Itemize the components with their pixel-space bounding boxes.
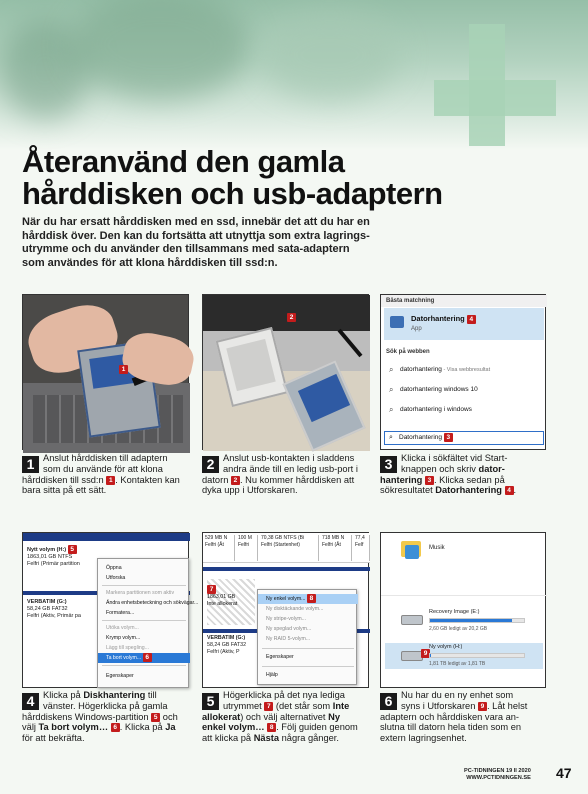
menu-separator [102, 620, 186, 621]
caption-line: slutna till datorn hela tiden som en [380, 722, 522, 733]
step-number: 1 [22, 456, 39, 473]
menu-separator [262, 666, 354, 667]
caption-text: att klicka på [202, 733, 254, 744]
step-number: 4 [22, 693, 39, 710]
unallocated-text: Inte allokerat [207, 601, 238, 607]
menu-separator [262, 648, 354, 649]
marker-badge: 7 [264, 702, 273, 711]
caption-line [202, 475, 370, 486]
marker-badge: 1 [106, 476, 115, 485]
search-icon: ⌕ [389, 405, 394, 414]
menu-item-properties[interactable]: Egenskaper [106, 673, 134, 679]
computer-management-icon [390, 316, 404, 328]
partition-column[interactable] [203, 535, 235, 561]
step6-caption [380, 690, 548, 744]
step3-caption [380, 453, 548, 496]
volume-title: Nytt volym (H:) [27, 546, 67, 553]
article-title [22, 146, 542, 210]
caption-text: hårddiskens Windows-partition [22, 711, 152, 722]
caption-text: . Nu kommer hårddisken att [239, 474, 355, 485]
volume-status: Felfri (Primär partition [27, 561, 80, 567]
caption-text: . Kontakten kan [115, 474, 180, 485]
marker-badge: 2 [231, 476, 240, 485]
marker-badge: 6 [143, 653, 152, 662]
menu-item-extend-volume[interactable]: Utöka volym... [106, 625, 139, 631]
volume-title: VERBATIM (G:) [207, 635, 246, 641]
partition-size: 100 M [238, 535, 252, 541]
caption-text: sökresultatet [380, 485, 436, 496]
caption-line: Anslut hårddisken till adaptern [43, 453, 168, 463]
marker-badge: 4 [505, 486, 514, 495]
menu-item-label: Ny enkel volym... [266, 596, 306, 602]
step3-search-screenshot [380, 294, 546, 450]
footer-url: WWW.PCTIDNINGEN.SE [466, 775, 531, 781]
intro-line: När du har ersatt hårddisken med en ssd, innebär det att du har en [22, 216, 370, 228]
menu-item-explore[interactable]: Utforska [106, 575, 126, 581]
drive-free-space: 1,81 TB ledigt av 1,81 TB [429, 661, 486, 667]
best-match-result[interactable] [384, 308, 544, 340]
web-result-extra: - Visa webbresultat [441, 367, 491, 373]
volume-size: 58,24 GB FAT32 [207, 642, 247, 648]
caption-line: extern lagringsenhet. [380, 733, 467, 744]
drive-name[interactable]: Ny volym (H:) [429, 644, 463, 650]
partition-bar [23, 533, 190, 541]
partition-size: 529 MB N [205, 535, 228, 541]
partition-size: 718 MB N [322, 535, 345, 541]
caption-line: Nu har du en ny enhet som [401, 690, 514, 700]
menu-item-format[interactable]: Formatera... [106, 610, 135, 616]
caption-line [380, 475, 548, 486]
caption-text: syns i Utforskaren [401, 700, 478, 711]
caption-text: ) och välj alternativet [240, 711, 329, 722]
step-number: 5 [202, 693, 219, 710]
step2-caption [202, 453, 370, 496]
marker-badge: 8 [267, 723, 276, 732]
drive-icon [401, 651, 423, 661]
partition-column[interactable] [353, 535, 370, 561]
best-match-title [411, 314, 476, 324]
drive-usage-bar [429, 618, 525, 623]
menu-item-add-mirror[interactable]: Lägg till spegling... [106, 645, 149, 651]
caption-text: . Följ guiden genom [276, 722, 358, 733]
title-line: Återanvänd den gamla [22, 144, 345, 179]
caption-text: . Låt helst [486, 700, 528, 711]
footer-credit [464, 768, 531, 782]
volume-h-block[interactable] [27, 545, 80, 568]
step-number: 2 [202, 456, 219, 473]
search-value: Datorhantering [399, 434, 442, 441]
caption-text: Klicka på [43, 690, 84, 700]
caption-bold: Ta bort volym… [38, 722, 109, 733]
partition-size: 77,4 [355, 535, 365, 541]
start-search-input[interactable] [384, 431, 544, 445]
marker-badge: 3 [425, 476, 434, 485]
partition-status: Felfri (Åt [205, 542, 224, 548]
page-number: 47 [556, 765, 572, 781]
menu-item-mark-active[interactable]: Markera partitionen som aktiv [106, 590, 175, 596]
caption-line: Klicka i sökfältet vid Start- [401, 453, 508, 463]
caption-line [22, 722, 190, 733]
caption-bold: Nästa [253, 733, 280, 744]
menu-item-new-mirrored[interactable]: Ny speglad volym... [266, 626, 312, 632]
caption-text: . [513, 485, 517, 496]
partition-bar [203, 567, 370, 571]
search-icon: ⌕ [389, 434, 393, 441]
plus-icon [434, 80, 556, 116]
caption-line [380, 701, 548, 712]
intro-line: som användes för att klona hårddisken till ssd:n. [22, 256, 278, 269]
article-intro [22, 216, 372, 270]
caption-line [22, 690, 190, 701]
step-number: 3 [380, 456, 397, 473]
drive-usage-bar [429, 653, 525, 658]
web-result-text: datorhantering [400, 366, 442, 373]
menu-item-help[interactable]: Hjälp [266, 672, 278, 678]
caption-text: (det står som [273, 700, 333, 711]
volume-size: 58,24 GB FAT32 [27, 606, 68, 612]
caption-bold: hantering [380, 474, 423, 485]
step2-photo [202, 294, 369, 450]
volume-g-block[interactable] [207, 635, 246, 656]
partition-status: Felfri (Åt [322, 542, 341, 548]
caption-text: . Klicka sedan på [433, 474, 505, 485]
marker-badge: 2 [287, 313, 296, 322]
caption-text: . Klicka på [119, 722, 166, 733]
step6-explorer-screenshot [380, 532, 546, 688]
caption-text: till [145, 690, 157, 700]
menu-item-new-spanned[interactable]: Ny disktäckande volym... [266, 606, 324, 612]
caption-bold: Inte [332, 700, 350, 711]
partition-status: Felfri [238, 542, 250, 548]
volume-size: 1863,01 GB NTFS [27, 554, 73, 560]
menu-item-change-letter[interactable]: Ändra enhetsbeteckning och sökvägar... [106, 600, 199, 606]
partition-status: Felf [355, 542, 364, 548]
intro-line: hårddisk över. Den kan du fortsätta att utnyttja som extra lagrings- [22, 229, 370, 242]
menu-separator [102, 585, 186, 586]
caption-line: Högerklicka på det nya lediga [223, 690, 345, 700]
step1-caption [22, 453, 190, 496]
caption-line [202, 733, 370, 744]
partition-column[interactable] [320, 535, 352, 561]
menu-item-properties[interactable]: Egenskaper [266, 654, 294, 660]
title-line: hårddisken och usb-adaptern [22, 176, 443, 211]
drive-usage-fill [430, 619, 512, 622]
step4-disk-management-screenshot [22, 532, 199, 688]
marker-badge: 5 [68, 545, 77, 554]
intro-line: utrymme och du använder den tillsammans med sata-adaptern [22, 243, 350, 255]
partition-column[interactable] [236, 535, 258, 561]
caption-bold: Ny [328, 711, 340, 722]
caption-line [202, 701, 370, 712]
unallocated-size: 1863,01 GB [207, 594, 236, 600]
menu-item-new-striped[interactable]: Ny stripe-volym... [266, 616, 307, 622]
web-result-text: datorhantering windows 10 [400, 386, 478, 393]
volume-status: Felfri (Aktiv, P [207, 649, 240, 655]
partition-columns [203, 533, 370, 563]
marker-badge: 4 [467, 315, 476, 324]
best-match-header: Bästa matchning [381, 295, 547, 307]
search-icon: ⌕ [389, 365, 394, 374]
menu-separator [102, 665, 186, 666]
caption-text: datorn [202, 474, 229, 485]
caption-line: vänster. Högerklicka på gamla [43, 700, 168, 711]
web-result-item[interactable] [384, 401, 544, 419]
menu-item-shrink-volume[interactable]: Krymp volym... [106, 635, 141, 641]
caption-line: Anslut usb-kontakten i sladdens [223, 453, 355, 463]
best-match-subtitle: App [411, 326, 422, 332]
caption-bold: enkel volym… [202, 722, 265, 733]
step1-photo [22, 294, 189, 450]
context-menu [257, 589, 357, 685]
partition-column[interactable] [259, 535, 319, 561]
caption-text: välj [22, 722, 39, 733]
marker-badge: 7 [207, 585, 216, 594]
marker-badge: 9 [478, 702, 487, 711]
footer-issue: PC-TIDNINGEN 19 II 2020 [464, 768, 531, 774]
step5-caption [202, 690, 370, 744]
step-number: 6 [380, 693, 397, 710]
caption-line: adaptern och hårddisken vara an- [380, 711, 520, 722]
caption-line [380, 485, 548, 496]
caption-text: hårddisken till ssd:n [22, 474, 104, 485]
partition-status: Felfri (Startenhet) [261, 542, 300, 548]
web-result-item[interactable] [384, 361, 544, 379]
context-menu [97, 558, 199, 688]
caption-text: några gånger. [279, 733, 339, 744]
music-icon [405, 545, 419, 559]
caption-line [22, 475, 190, 486]
volume-title: VERBATIM (G:) [27, 599, 67, 605]
drive-usage-fill [430, 654, 431, 657]
unallocated-label [207, 585, 237, 608]
marker-badge: 1 [119, 365, 128, 374]
step4-caption [22, 690, 190, 744]
caption-text: och [160, 711, 178, 722]
web-search-header: Sök på webben [386, 349, 430, 355]
caption-line [202, 722, 370, 733]
caption-bold: Ja [165, 722, 176, 733]
web-result-text: datorhantering i windows [400, 406, 472, 413]
drive-free-space: 2,60 GB ledigt av 20,2 GB [429, 626, 488, 632]
caption-text: utrymmet [223, 700, 265, 711]
marker-badge: 3 [444, 433, 453, 442]
marker-badge: 8 [307, 594, 316, 603]
hero-blur [260, 10, 400, 100]
caption-line: andra ände till en ledig usb-port i [223, 463, 358, 474]
caption-line: för att bekräfta. [22, 733, 85, 744]
volume-g-block[interactable] [27, 599, 81, 620]
menu-item-new-simple-volume[interactable] [258, 594, 358, 604]
volume-status: Felfri (Aktiv, Primär pa [27, 613, 81, 619]
caption-line: bara sitta på ett sätt. [22, 485, 107, 496]
menu-item-open[interactable]: Öppna [106, 565, 122, 571]
caption-line [22, 712, 190, 723]
caption-line [380, 464, 548, 475]
menu-item-new-raid5[interactable]: Ny RAID 5-volym... [266, 636, 311, 642]
hero-image [0, 0, 588, 150]
drive-icon [401, 615, 423, 625]
caption-bold: Diskhantering [83, 690, 146, 700]
marker-badge: 5 [151, 713, 160, 722]
menu-item-delete-volume[interactable] [98, 653, 190, 663]
caption-line [202, 712, 370, 723]
menu-item-label: Ta bort volym... [106, 655, 142, 661]
marker-badge: 9 [421, 649, 430, 658]
caption-text: knappen och skriv [401, 463, 479, 474]
caption-bold: Datorhantering [435, 485, 502, 496]
music-folder-label[interactable]: Musik [429, 545, 445, 551]
caption-bold: dator- [478, 463, 505, 474]
best-match-text: Datorhantering [411, 314, 465, 323]
web-result-item[interactable] [384, 381, 544, 399]
caption-line: som du använde för att klona [43, 463, 163, 474]
step5-disk-management-screenshot [202, 532, 369, 688]
hero-blur [70, 0, 250, 100]
divider [381, 595, 547, 596]
caption-line: dyka upp i Utforskaren. [202, 485, 298, 496]
drive-name[interactable]: Recovery Image (E:) [429, 609, 480, 615]
search-icon: ⌕ [389, 385, 394, 394]
partition-size: 70,38 GB NTFS (Bi [261, 535, 305, 541]
marker-badge: 6 [111, 723, 120, 732]
caption-bold: allokerat [202, 711, 241, 722]
